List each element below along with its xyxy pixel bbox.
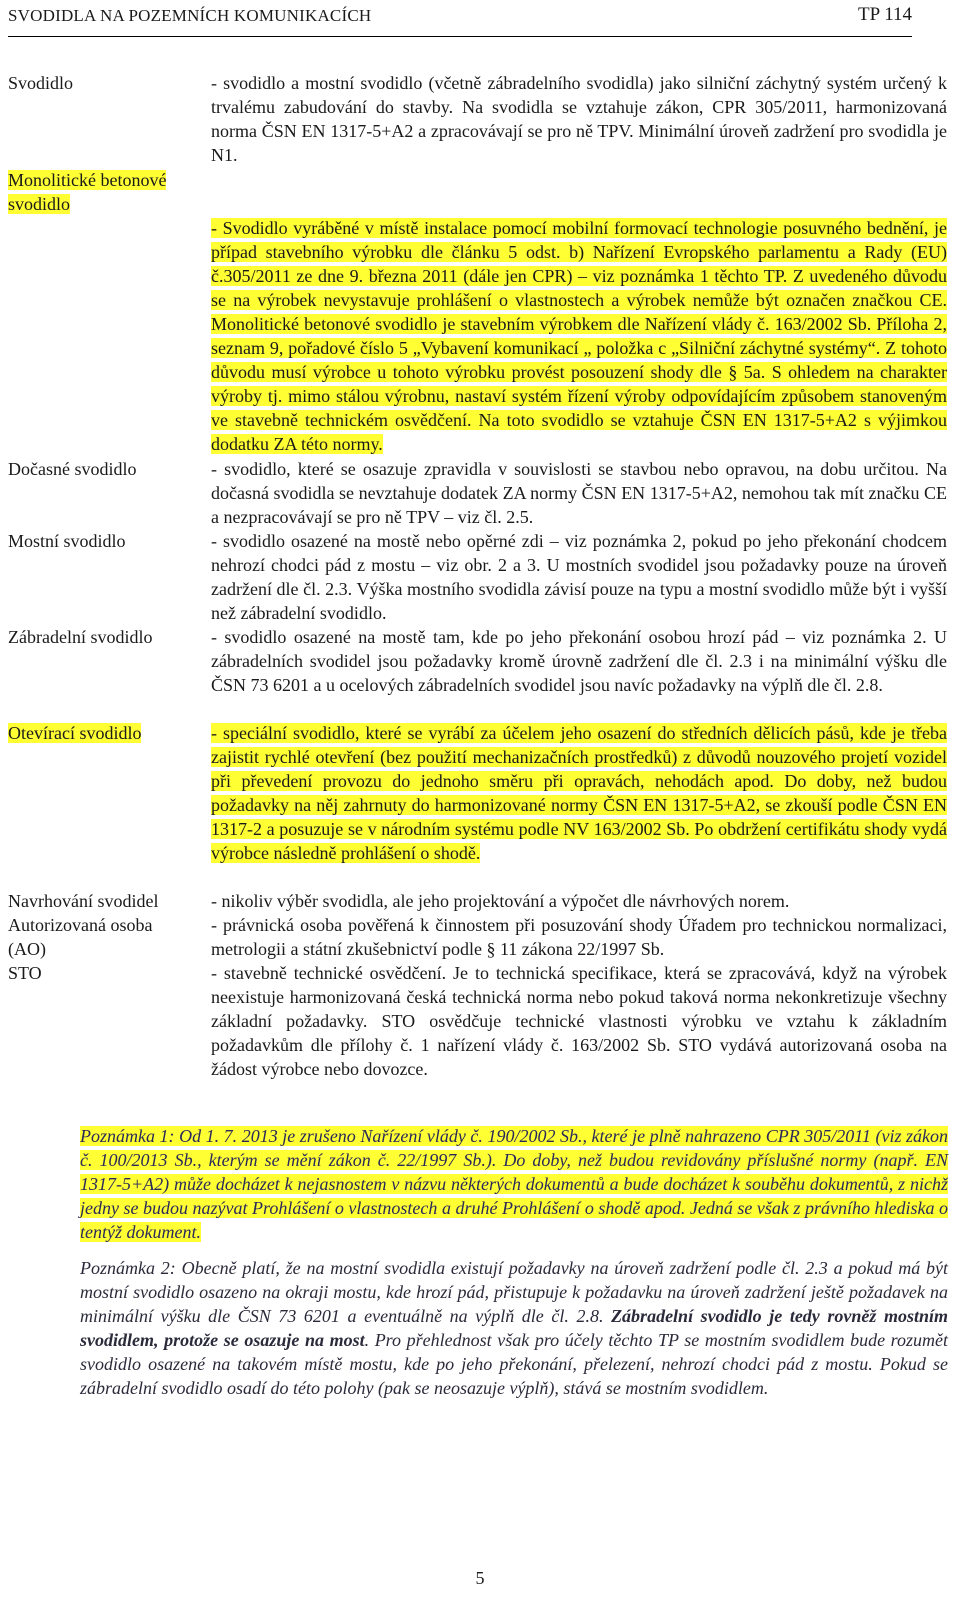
page-number: 5 xyxy=(475,1568,485,1588)
term-mostni: Mostní svodidlo xyxy=(8,531,126,551)
def-oteviraci xyxy=(211,721,947,865)
note-1 xyxy=(80,1124,948,1244)
def-svodidlo: - svodidlo a mostní svodidlo (včetně zábradelního svodidla) jako silniční záchytný systém určený k trvalému zabudování do stavby. Na svodidla se vztahuje zákon, CPR 305/2011, harmonizovaná norma ČSN EN 1317-5+A2 a zpracovávají se pro ně TPV. Minimální úroveň zadržení pro svodidla je N1. xyxy=(211,73,947,165)
def-oteviraci-text: - speciální svodidlo, které se vyrábí za účelem jeho osazení do středních dělicích pásů, kde je třeba zajistit rychlé otevření (bez použití mechanizačních prostředků) z důvodů nouzového projetí vozidel při převedení provozu do jednoho směru při opravách, nehodách apod. Do doby, než budou požadavky na něj zahrnuty do harmonizované normy ČSN EN 1317-5+A2, se zkouší podle ČSN EN 1317-2 a posuzuje se v národním systému podle NV 163/2002 Sb. Po obdržení certifikátu shody vydá výrobce následně prohlášení o shodě. xyxy=(211,723,947,863)
note-2 xyxy=(80,1256,948,1400)
header-code: TP 114 xyxy=(857,4,912,25)
term-docasne: Dočasné svodidlo xyxy=(8,459,137,479)
term-zabradelni: Zábradelní svodidlo xyxy=(8,627,153,647)
term-svodidlo: Svodidlo xyxy=(8,73,74,93)
note-1-text: Poznámka 1: Od 1. 7. 2013 je zrušeno Nařízení vlády č. 190/2002 Sb., které je plně nahrazeno CPR 305/2011 (viz zákon č. 100/2013 Sb., kterým se mění zákon č. 22/1997 Sb.). Do doby, než budou revidovány příslušné normy (např. EN 1317-5+A2) může docházet k nejasnostem v názvu některých dokumentů a bude docházet k souběhu dokumentů, z nichž jedny se budou nazývat Prohlášení o vlastnostech a druhé Prohlášení o shodě apod. Jedná se však z právního hlediska o tentýž dokument. xyxy=(80,1126,948,1242)
def-docasne: - svodidlo, které se osazuje zpravidla v souvislosti se stavbou nebo opravou, na dobu určitou. Na dočasná svodidla se nevztahuje dodatek ZA normy ČSN EN 1317-5+A2, nemohou tak mít značku CE a nezpracovávají se pro ně TPV – viz čl. 2.5. xyxy=(211,459,947,527)
def-navrhovani: - nikoliv výběr svodidla, ale jeho projektování a výpočet dle návrhových norem. xyxy=(211,891,790,911)
def-sto: - stavebně technické osvědčení. Je to technická specifikace, která se zpracovává, když na výrobek neexistuje harmonizovaná česká technická norma nebo pokud taková norma nekonkretizuje všechny základní požadavky. STO osvědčuje technické vlastnosti výrobku ve vztahu k základním požadavkům dle přílohy č. 1 nařízení vlády č. 163/2002 Sb. STO vydává autorizovaná osoba na žádost výrobce nebo dovozce. xyxy=(211,963,947,1079)
note-2-start: Poznámka 2: Obecně platí, že na mostní svodidla existují požadavky na úroveň zadržení podle čl. 2.3 a pokud má být mostní svodidlo osazeno na okraji mostu, kde hrozí pád, přistupuje k požadavku na úroveň zadržení ještě požadavek na minimální výšku dle ČSN 73 6201 a eventuálně na výplň dle čl. 2.8. xyxy=(80,1258,948,1326)
term-monoliticke xyxy=(8,168,198,216)
header-title: SVODIDLA NA POZEMNÍCH KOMUNIKACÍCH xyxy=(8,6,372,25)
def-monoliticke-text: - Svodidlo vyráběné v místě instalace pomocí mobilní formovací technologie posuvného bednění, je případ stavebního výrobku dle článku 5 odst. b) Nařízení Evropského parlamentu a Rady (EU) č.305/2011 ze dne 9. března 2011 (dále jen CPR) – viz poznámka 1 těchto TP. Z uvedeného důvodu se na výrobek nevystavuje prohlášení o vlastnostech a výrobek nemůže být označen značkou CE. Monolitické betonové svodidlo je stavebním výrobkem dle Nařízení vlády č. 163/2002 Sb. Příloha 2, seznam 9, pořadové číslo 5 „Vybavení komunikací „ položka c „Silniční záchytné systémy“. Z tohoto důvodu musí výrobce u tohoto výrobku provést posouzení shody dle § 5a. S ohledem na charakter výroby tj. mimo stálou výrobnu, nastaví systém řízení výroby odpovídajícím způsobem stanoveným ve stavebně technickém osvědčení. Na toto svodidlo se vztahuje ČSN EN 1317-5+A2 s výjimkou dodatku ZA této normy. xyxy=(211,218,947,454)
note-2-bold: Zábradelní svodidlo je tedy rovněž mostním svodidlem, protože se osazuje na most xyxy=(80,1306,948,1350)
term-oteviraci-text: Otevírací svodidlo xyxy=(8,723,142,743)
term-sto: STO xyxy=(8,963,42,983)
term-navrhovani: Navrhování svodidel xyxy=(8,891,159,911)
term-oteviraci xyxy=(8,721,141,745)
term-ao: Autorizovaná osoba (AO) xyxy=(8,915,153,959)
def-ao: - právnická osoba pověřená k činnostem při posuzování shody Úřadem pro technickou normalizaci, metrologii a státní zkušebnictví podle § 11 zákona 22/1997 Sb. xyxy=(211,915,947,959)
term-monoliticke-text: Monolitické betonové svodidlo xyxy=(8,170,167,214)
def-zabradelni: - svodidlo osazené na mostě tam, kde po jeho překonání osobou hrozí pád – viz poznámka 2. U zábradelních svodidel jsou požadavky kromě úrovně zadržení dle čl. 2.3 i na minimální výšku dle ČSN 73 6201 a u ocelových zábradelních svodidel jsou navíc požadavky na výplň dle čl. 2.8. xyxy=(211,627,947,695)
note-2-end: . Pro přehlednost však pro účely těchto TP se mostním svodidlem bude rozumět svodidlo osazené na takovém místě mostu, kde po jeho překonání, přelezení, nehrozí chodci pád z mostu. Pokud se zábradelní svodidlo osadí do této polohy (pak se neosazuje výplň), stává se mostním svodidlem. xyxy=(80,1330,948,1398)
def-mostni: - svodidlo osazené na mostě nebo opěrné zdi – viz poznámka 2, pokud po jeho překonání chodcem nehrozí chodci pád z mostu – viz obr. 2 a 3. U mostních svodidel jsou požadavky pouze na úroveň zadržení dle čl. 2.3. Výška mostního svodidla závisí pouze na typu a mostní svodidlo může být i vyšší než zábradelní svodidlo. xyxy=(211,531,947,623)
def-monoliticke xyxy=(211,216,947,456)
page-header xyxy=(8,0,912,37)
